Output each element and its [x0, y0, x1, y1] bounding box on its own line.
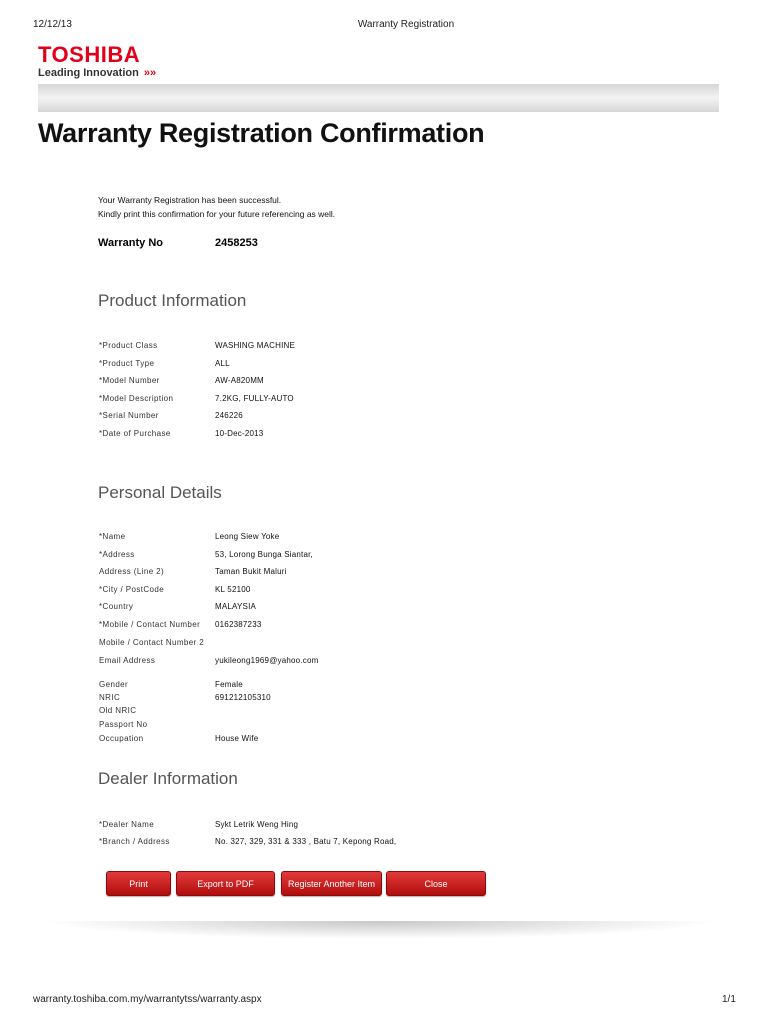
product-type-value: ALL	[215, 359, 230, 368]
mobile-label: *Mobile / Contact Number	[99, 620, 201, 629]
product-class-value: WASHING MACHINE	[215, 341, 296, 350]
address-value: 53, Lorong Bunga Siantar,	[215, 550, 313, 559]
branch-address-label: *Branch / Address	[99, 837, 170, 846]
model-number-value: AW-A820MM	[215, 376, 264, 385]
gender-value: Female	[215, 680, 243, 689]
dealer-info-heading: Dealer Information	[98, 769, 238, 788]
serial-number-value: 246226	[215, 411, 243, 420]
chevron-right-icon: »»	[143, 67, 157, 79]
address-line2-value: Taman Bukit Maluri	[215, 567, 287, 576]
passport-label: Passport No	[99, 720, 148, 729]
old-nric-label: Old NRIC	[99, 706, 137, 715]
city-postcode-value: KL 52100	[215, 585, 251, 594]
name-label: *Name	[99, 532, 126, 541]
model-description-value: 7.2KG, FULLY-AUTO	[215, 394, 294, 403]
nric-label: NRIC	[99, 693, 121, 702]
serial-number-label: *Serial Number	[99, 411, 159, 420]
page-url: warranty.toshiba.com.my/warrantytss/warranty.aspx	[33, 994, 262, 1005]
personal-details-heading: Personal Details	[98, 483, 222, 502]
product-type-label: *Product Type	[99, 359, 155, 368]
page-title: Warranty Registration Confirmation	[38, 118, 485, 148]
print-button[interactable]: Print	[106, 871, 171, 896]
email-value: yukileong1969@yahoo.com	[215, 656, 319, 665]
dealer-name-value: Sykt Letrik Weng Hing	[215, 820, 299, 829]
address-label: *Address	[99, 550, 135, 559]
city-postcode-label: *City / PostCode	[99, 585, 165, 594]
logo-tagline-text: Leading Innovation	[38, 67, 139, 79]
address-line2-label: Address (Line 2)	[99, 567, 165, 576]
warranty-no-label: Warranty No	[98, 237, 163, 249]
content-divider-shadow	[40, 921, 720, 939]
occupation-value: House Wife	[215, 734, 259, 743]
mobile-value: 0162387233	[215, 620, 262, 629]
model-description-label: *Model Description	[99, 394, 174, 403]
print-instruction: Kindly print this confirmation for your future referencing as well.	[98, 209, 336, 219]
date-of-purchase-label: *Date of Purchase	[99, 429, 171, 438]
warranty-no-value: 2458253	[215, 237, 258, 249]
gender-label: Gender	[99, 680, 129, 689]
occupation-label: Occupation	[99, 734, 144, 743]
toshiba-logo: TOSHIBA	[38, 42, 141, 67]
email-label: Email Address	[99, 656, 156, 665]
date-of-purchase-value: 10-Dec-2013	[215, 429, 264, 438]
country-value: MALAYSIA	[215, 602, 257, 611]
mobile2-label: Mobile / Contact Number 2	[99, 638, 205, 647]
product-class-label: *Product Class	[99, 341, 158, 350]
print-title: Warranty Registration	[357, 19, 455, 30]
nric-value: 691212105310	[215, 693, 271, 702]
register-another-button[interactable]: Register Another Item	[281, 871, 382, 896]
header-bar	[38, 84, 719, 112]
dealer-name-label: *Dealer Name	[99, 820, 155, 829]
page-number: 1/1	[722, 994, 736, 1005]
print-date: 12/12/13	[33, 19, 72, 30]
name-value: Leong Siew Yoke	[215, 532, 280, 541]
country-label: *Country	[99, 602, 134, 611]
close-button[interactable]: Close	[386, 871, 486, 896]
export-pdf-button[interactable]: Export to PDF	[176, 871, 275, 896]
product-info-heading: Product Information	[98, 291, 247, 310]
logo-tagline	[38, 67, 156, 79]
success-message: Your Warranty Registration has been successful.	[98, 195, 282, 205]
model-number-label: *Model Number	[99, 376, 160, 385]
branch-address-value: No. 327, 329, 331 & 333 , Batu 7, Kepong Road,	[215, 837, 397, 846]
